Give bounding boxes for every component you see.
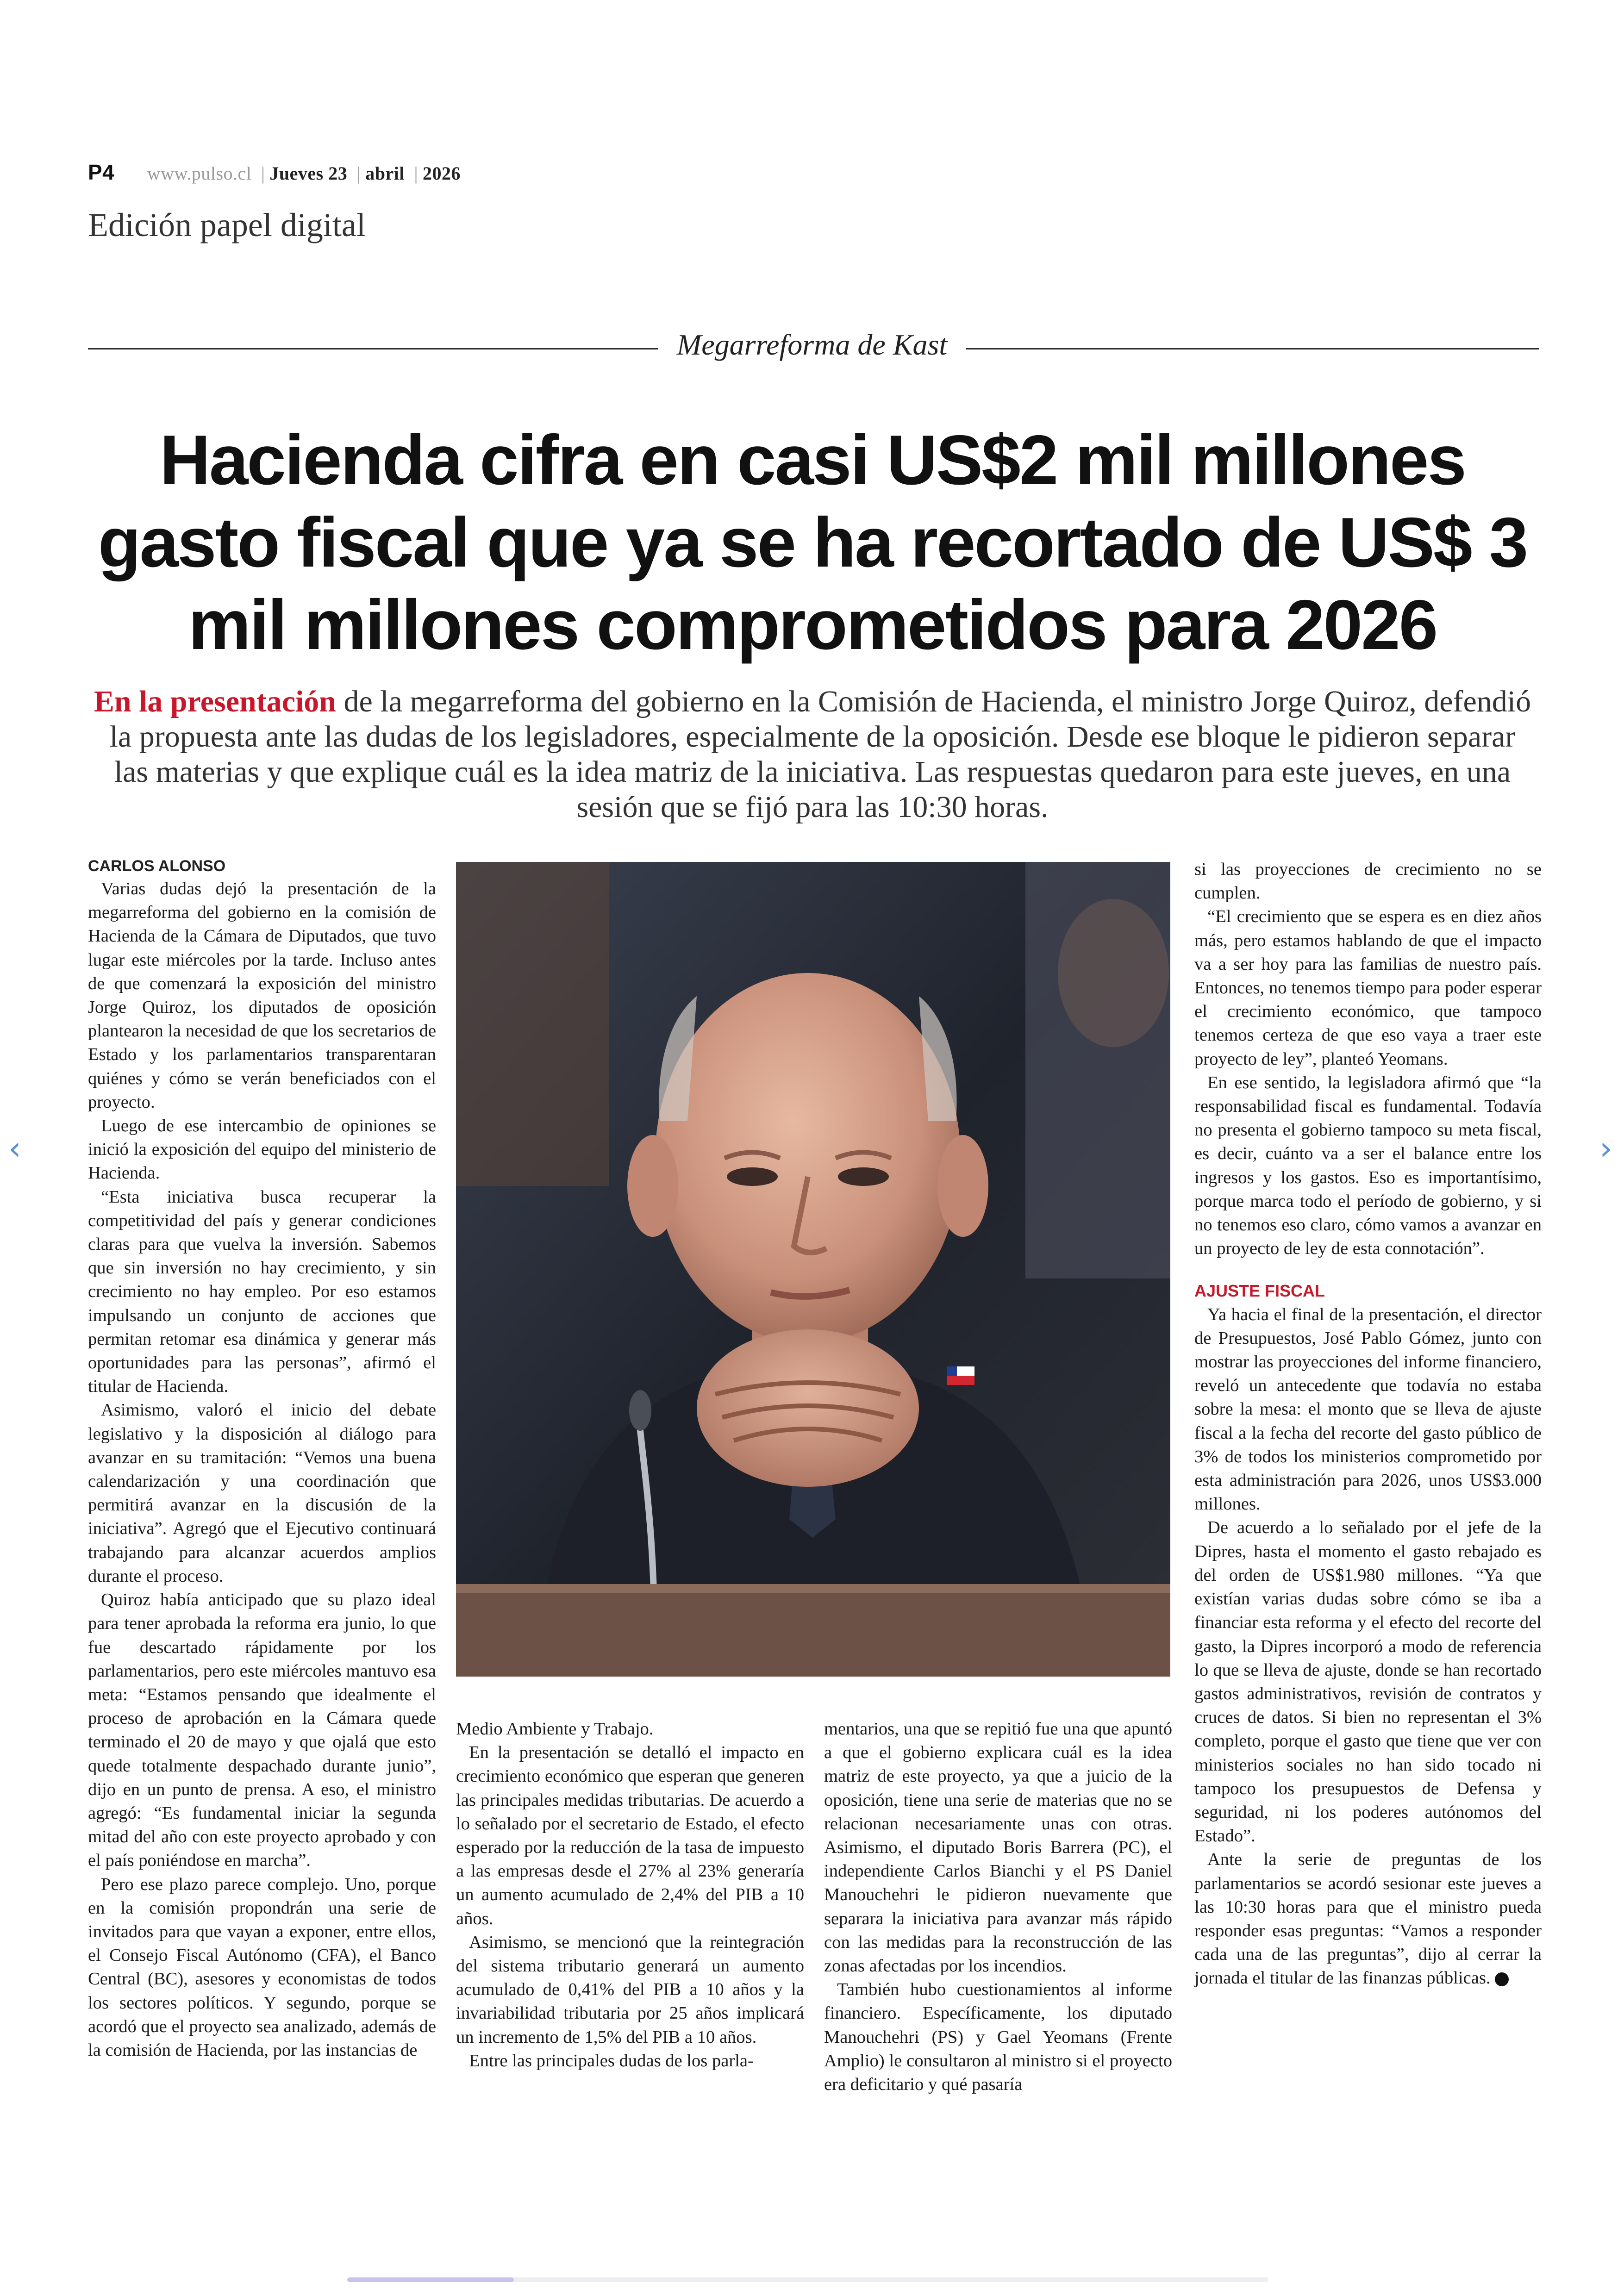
paragraph: Entre las principales dudas de los parla- <box>469 2051 754 2070</box>
chevron-right-icon: › <box>1599 1129 1612 1167</box>
page-header: P4 www.pulso.cl | Jueves 23 | abril | 2026 <box>88 160 461 184</box>
header-month: abril <box>365 163 405 184</box>
byline: CARLOS ALONSO <box>88 857 226 875</box>
headline: Hacienda cifra en casi US$2 mil millones gasto fiscal que ya se ha recortado de US$ 3 mil millones comprometidos para 2026 <box>98 421 1527 664</box>
paragraph: Ya hacia el final de la presentación, el director de Presupuestos, José Pablo Gómez, junto con mostrar las proyecciones del informe financiero, reveló un antecedente que todavía no estaba sobre la mesa: el monto que se lleva de ajuste fiscal a la fecha del recorte del gasto público de 3% de todos los ministerios comprometido por esta administración para 2026, unos US$3.000 millones. <box>1194 1304 1542 1514</box>
chevron-left-icon: ‹ <box>8 1129 21 1167</box>
next-page-button[interactable] <box>1599 1129 1612 1167</box>
paragraph: De acuerdo a lo señalado por el jefe de la Dipres, hasta el momento el gasto rebajado es del orden de US$1.980 millones. “Ya que existían varias dudas sobre cómo se iba a financiar esta reforma y el efecto del recorte del gasto, la Dipres incorporó a modo de referencia lo que se lleva de ajuste, donde se han recortado gastos administrativos, revisión de contratos y cruces de datos. Si bien no representan el 3% completo, porque el gasto que tiene que ver con ministerios sociales no han sido tocado ni tampoco los presupuestos de Defensa y seguridad, ni los poderes autónomos del Estado”. <box>1194 1518 1542 1846</box>
paragraph: También hubo cuestionamientos al informe financiero. Específicamente, los diputado Manouchehri (PS) y Gael Yeomans (Frente Amplio) le consultaron al ministro si el proyecto era deficitario y qué pasaría <box>824 1980 1172 2095</box>
article-column-1 <box>88 877 436 2062</box>
article-column-4 <box>1194 858 1542 1990</box>
article-column-3 <box>824 1717 1172 2096</box>
section-kicker <box>0 328 1624 362</box>
header-year: 2026 <box>422 163 461 184</box>
paragraph: Pero ese plazo parece complejo. Uno, porque en la comisión propondrán una serie de invitados para que vayan a exponer, entre ellos, el Consejo Fiscal Autónomo (CFA), el Banco Central (BC), asesores y economistas de todos los sectores políticos. Y segundo, porque se acordó que el proyecto sea analizado, además de la comisión de Hacienda, por las instancias de <box>88 1874 436 2060</box>
paragraph: Asimismo, se mencionó que la reintegración del sistema tributario generará un aumento acumulado de 0,41% del PIB a 10 años y la invariabilidad tributaria por 25 años implicará un incremento de 1,5% del PIB a 10 años. <box>456 1932 804 2047</box>
closing-paragraph-text: Ante la serie de preguntas de los parlamentarios se acordó sesionar este jueves a las 10:30 horas para que el ministro pueda responder esas preguntas: “Vamos a responder cada una de las preguntas”, dijo al cerrar la jornada el titular de las finanzas públicas. <box>1194 1850 1542 1988</box>
paragraph: Quiroz había anticipado que su plazo ideal para tener aprobada la reforma era junio, lo que fue descartado rápidamente por los parlamentarios, pero este miércoles mantuvo esa meta: “Estamos pensando que idealmente el proceso de aprobación en la Cámara quede terminado el 20 de mayo y que ojalá que esto quede totalmente despachado durante junio”, dijo en un punto de prensa. A eso, el ministro agregó: “Es fundamental iniciar la segunda mitad del año con este proyecto aprobado y con el país poniéndose en marcha”. <box>88 1590 436 1871</box>
paragraph: Varias dudas dejó la presentación de la megarreforma del gobierno en la comisión de Hacienda de la Cámara de Diputados, que tuvo lugar este miércoles por la tarde. Incluso antes de que comenzará la exposición del ministro Jorge Quiroz, los diputados de oposición plantearon la necesidad de que los secretarios de Estado y los parlamentarios transparentaran quiénes y cómo se verán beneficiados con el proyecto. <box>88 879 436 1112</box>
paragraph: mentarios, una que se repitió fue una que apuntó a que el gobierno explicara cuál es la idea matriz de este proyecto, ya que a juicio de la oposición, tiene una serie de materias que no se relacionan necesariamente unas con otras. Asimismo, el diputado Boris Barrera (PC), el independiente Carlos Bianchi y el PS Daniel Manouchehri le pidieron nuevamente que separara la iniciativa para avanzar más rápido con las medidas para la reconstrucción de las zonas afectadas por los incendios. <box>824 1719 1172 1976</box>
paragraph: En ese sentido, la legisladora afirmó que “la responsabilidad fiscal es fundamental. Todavía no presenta el gobierno tampoco su meta fiscal, es decir, cuánto va a ser el balance entre los ingresos y los gastos. Eso es importantísimo, porque marca todo el período de gobierno, y si no tenemos eso claro, cómo vamos a avanzar en un proyecto de ley de esta connotación”. <box>1194 1073 1542 1259</box>
deck-lead: En la presentación <box>94 685 337 718</box>
previous-page-button[interactable] <box>8 1129 21 1167</box>
page-scrollbar-thumb[interactable] <box>347 2277 514 2282</box>
paragraph: Medio Ambiente y Trabajo. <box>456 1719 654 1739</box>
subheading-ajuste-fiscal: AJUSTE FISCAL <box>1194 1281 1325 1301</box>
paragraph: Asimismo, valoró el inicio del debate legislativo y la disposición al diálogo para avanzar en su tramitación: “Vemos una buena calendarización y una coordinación que permitirá avanzar en la discusión de la iniciativa”. Agregó que el Ejecutivo continuará trabajando para alcanzar acuerdos amplios durante el proceso. <box>88 1400 436 1586</box>
paragraph: Luego de ese intercambio de opiniones se inició la exposición del equipo del ministerio de Hacienda. <box>88 1116 436 1183</box>
paragraph: “El crecimiento que se espera es en diez años más, pero estamos hablando de que el impacto va a ser hoy para las familias de nuestro país. Entonces, no tenemos tiempo para poder esperar el crecimiento económico, que tampoco tenemos certeza de que eso vaya a traer este proyecto de ley”, planteó Yeomans. <box>1194 907 1542 1069</box>
paragraph: En la presentación se detalló el impacto en crecimiento económico que esperan que generen las principales medidas tributarias. De acuerdo a lo señalado por el secretario de Estado, el efecto esperado por la reducción de la tasa de impuesto a las empresas desde el 27% al 23% generaría un aumento acumulado de 2,4% del PIB a 10 años. <box>456 1743 804 1928</box>
deck <box>93 684 1532 825</box>
article-photo <box>456 862 1170 1677</box>
edition-label: Edición papel digital <box>88 206 366 243</box>
article-column-2 <box>456 1717 804 2073</box>
section-kicker-text: Megarreforma de Kast <box>658 328 966 361</box>
paragraph: si las proyecciones de crecimiento no se cumplen. <box>1194 860 1542 903</box>
deck-text: de la megarreforma del gobierno en la Comisión de Hacienda, el ministro Jorge Quiroz, defendió la propuesta ante las dudas de los legisladores, especialmente de la oposición. Desde ese bloque le pidieron separar las materias y que explique cuál es la idea matriz de la iniciativa. Las respuestas quedaron para este jueves, en una sesión que se fijó para las 10:30 horas. <box>109 685 1531 824</box>
paragraph <box>1194 1848 1542 1990</box>
site-url[interactable]: www.pulso.cl <box>147 163 252 184</box>
end-mark-icon <box>1495 1972 1509 1986</box>
header-day: Jueves 23 <box>269 163 348 184</box>
minister-photo-illustration <box>456 862 1170 1677</box>
page-number: P4 <box>88 160 115 184</box>
paragraph: “Esta iniciativa busca recuperar la competitividad del país y generar condiciones claras para que vuelva la inversión. Sabemos que sin inversión no hay crecimiento, y sin crecimiento no hay empleo. Por eso estamos impulsando un conjunto de acciones que permitan retomar esa dinámica y generar más oportunidades para las personas”, afirmó el titular de Hacienda. <box>88 1187 436 1397</box>
